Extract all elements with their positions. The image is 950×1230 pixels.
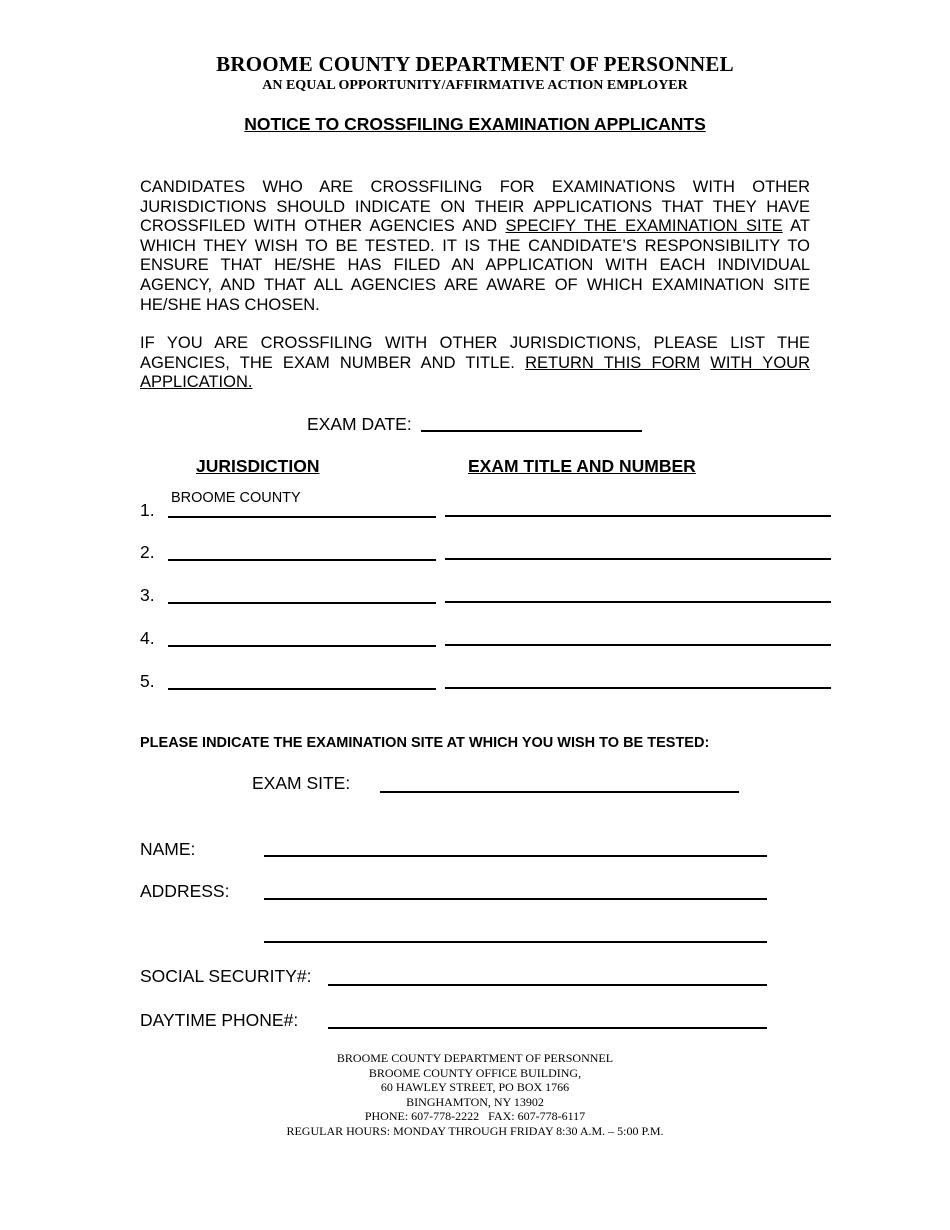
- exam-date-field[interactable]: [421, 430, 642, 432]
- footer-line: 60 HAWLEY STREET, PO BOX 1766: [380, 1080, 570, 1094]
- exam-site-prompt: PLEASE INDICATE THE EXAMINATION SITE AT WHICH YOU WISH TO BE TESTED:: [140, 735, 710, 751]
- address-field-line-1[interactable]: [264, 898, 767, 900]
- p2-space: [700, 354, 710, 372]
- jurisdiction-value: BROOME COUNTY: [171, 490, 301, 506]
- footer-line: PHONE: 607-778-2222 FAX: 607-778-6117: [364, 1109, 586, 1123]
- exam-title-field-4[interactable]: [445, 644, 831, 646]
- page-title: NOTICE TO CROSSFILING EXAMINATION APPLICANTS: [244, 114, 706, 134]
- exam-site-field[interactable]: [380, 791, 739, 793]
- row-number: 1.: [140, 500, 155, 520]
- jurisdiction-field-2[interactable]: [168, 559, 436, 561]
- footer-address: [0, 1051, 950, 1138]
- name-field[interactable]: [264, 855, 767, 857]
- jurisdiction-field-1[interactable]: [168, 516, 436, 518]
- exam-title-column-header: EXAM TITLE AND NUMBER: [468, 456, 696, 476]
- phone-field[interactable]: [328, 1027, 767, 1029]
- name-label: NAME:: [140, 839, 196, 859]
- ssn-field[interactable]: [328, 984, 767, 986]
- employer-tagline: AN EQUAL OPPORTUNITY/AFFIRMATIVE ACTION EMPLOYER: [262, 78, 688, 93]
- p2-text-a: IF YOU ARE CROSSFILING WITH OTHER JURISDICTIONS, PLEASE LIST THE AGENCIES, THE EXAM NUMBER AND TITLE.: [140, 334, 810, 372]
- exam-title-field-5[interactable]: [445, 687, 831, 689]
- instructions-paragraph-2: [140, 334, 810, 393]
- p1-text-b: AT WHICH THEY WISH TO BE TESTED. IT IS THE CANDIDATE’S RESPONSIBILITY TO ENSURE THAT HE/SHE HAS FILED AN APPLICATION WITH EACH INDIVIDUAL AGENCY, AND THAT ALL AGENCIES ARE AWARE OF WHICH EXAMINATION SITE HE/SHE HAS CHOSEN.: [140, 217, 810, 314]
- exam-title-field-1[interactable]: [445, 515, 831, 517]
- address-field-line-2[interactable]: [264, 941, 767, 943]
- exam-site-label: EXAM SITE:: [252, 773, 351, 793]
- jurisdiction-field-3[interactable]: [168, 602, 436, 604]
- p1-underlined-site: SPECIFY THE EXAMINATION SITE: [505, 217, 783, 236]
- p1-text-a: CANDIDATES WHO ARE CROSSFILING FOR EXAMINATIONS WITH OTHER JURISDICTIONS SHOULD INDICATE ON THEIR APPLICATIONS THAT THEY HAVE CROSSFILED WITH OTHER AGENCIES AND: [140, 178, 810, 236]
- footer-line: REGULAR HOURS: MONDAY THROUGH FRIDAY 8:30 A.M. – 5:00 P.M.: [286, 1123, 664, 1138]
- exam-title-field-3[interactable]: [445, 601, 831, 603]
- p2-underlined-return: RETURN THIS FORM: [525, 353, 701, 372]
- ssn-label: SOCIAL SECURITY#:: [140, 966, 312, 986]
- instructions-paragraph-1: [140, 178, 810, 315]
- row-number: 3.: [140, 585, 155, 605]
- row-number: 5.: [140, 671, 155, 691]
- exam-title-field-2[interactable]: [445, 558, 831, 560]
- phone-label: DAYTIME PHONE#:: [140, 1010, 299, 1030]
- footer-line: BINGHAMTON, NY 13902: [406, 1094, 544, 1109]
- footer-line: BROOME COUNTY OFFICE BUILDING,: [368, 1065, 582, 1080]
- footer-line: BROOME COUNTY DEPARTMENT OF PERSONNEL: [336, 1051, 614, 1065]
- exam-date-label: EXAM DATE:: [307, 414, 412, 434]
- jurisdiction-column-header: JURISDICTION: [196, 456, 320, 476]
- address-label: ADDRESS:: [140, 881, 230, 901]
- p2-underlined-application: WITH YOUR APPLICATION.: [140, 353, 810, 392]
- row-number: 2.: [140, 542, 155, 562]
- jurisdiction-field-4[interactable]: [168, 645, 436, 647]
- jurisdiction-field-5[interactable]: [168, 688, 436, 690]
- org-heading: BROOME COUNTY DEPARTMENT OF PERSONNEL: [216, 52, 734, 76]
- row-number: 4.: [140, 628, 155, 648]
